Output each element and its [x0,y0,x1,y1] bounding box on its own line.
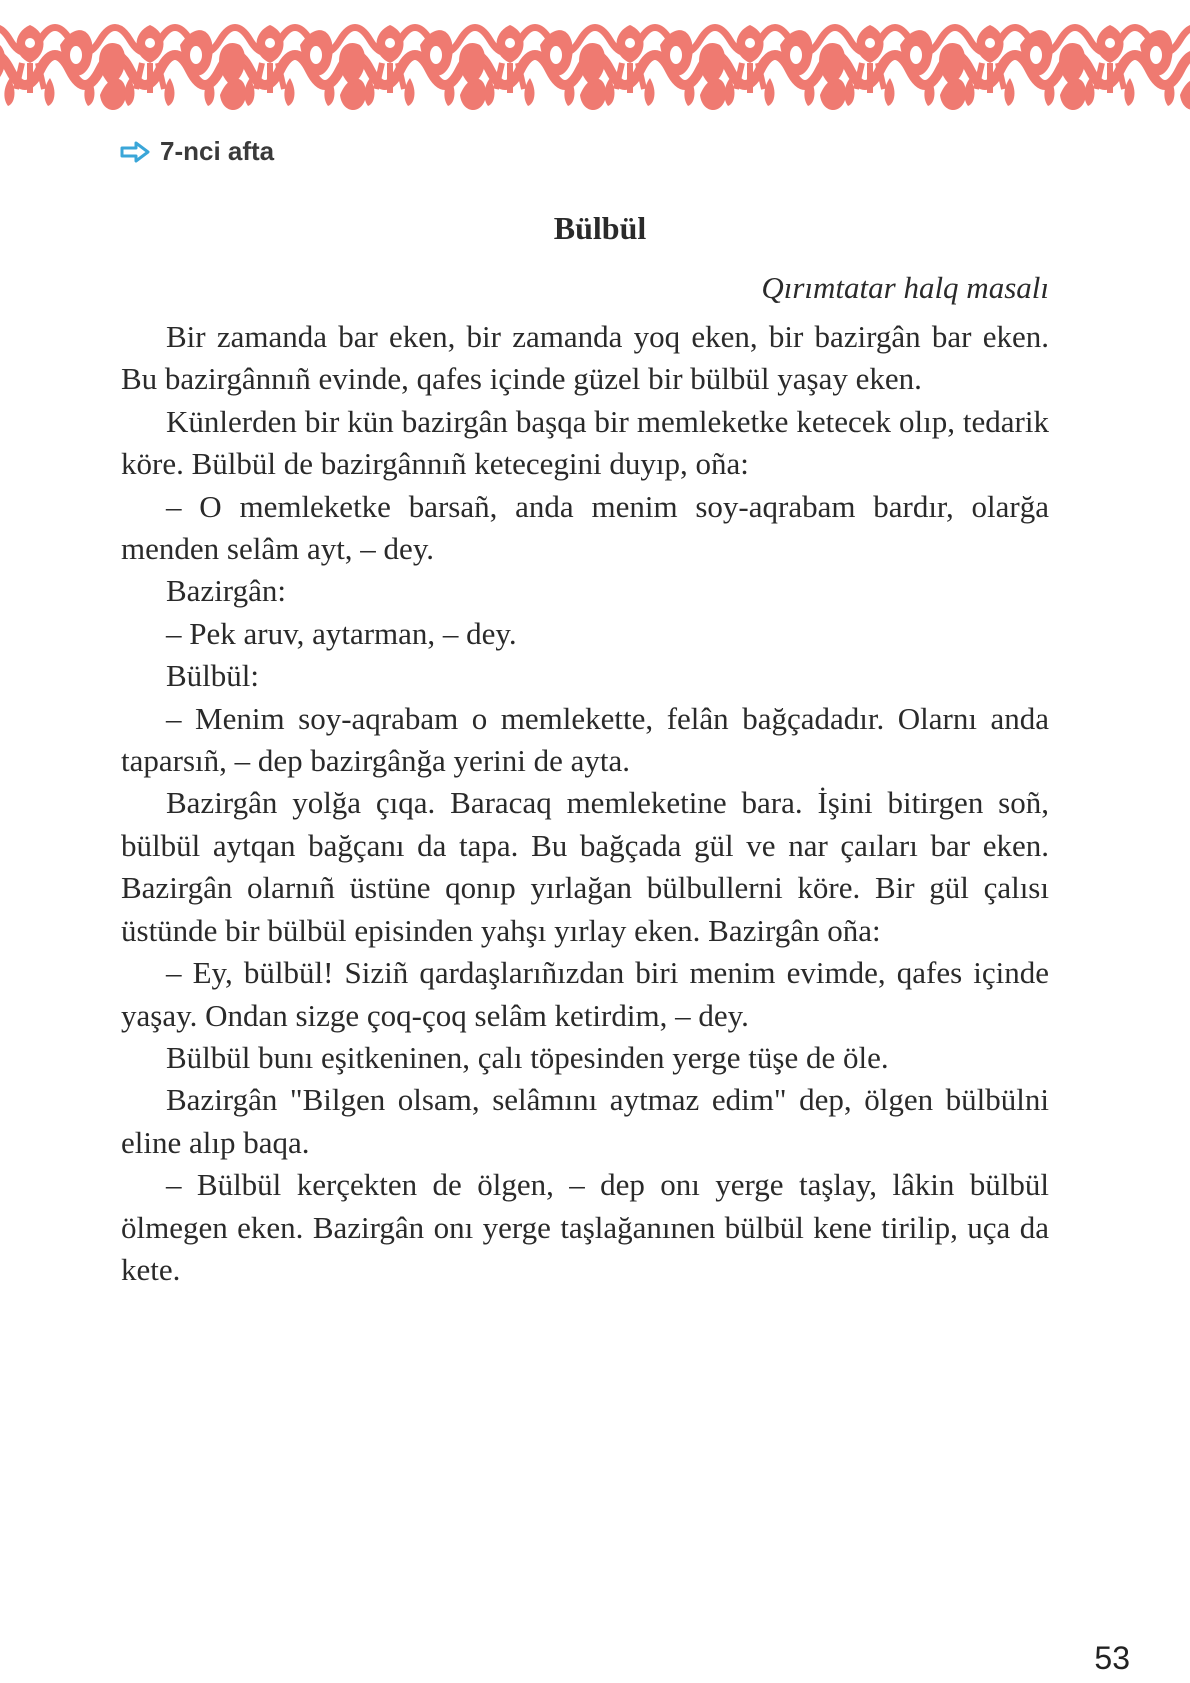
paragraph: – Menim soy-aqrabam o memlekette, felân bağçadadır. Olarnı anda taparsıñ, – dep bazirgânğa yerini de ayta. [121,700,1049,779]
floral-ornament-border [0,0,1190,112]
paragraph: – Pek aruv, aytarman, – dey. [166,615,517,651]
paragraph: Bir zamanda bar eken, bir zamanda yoq eken, bir bazirgân bar eken. Bu bazirgânnıñ evinde, qafes içinde güzel bir bülbül yaşay eken. [121,319,1049,397]
arrow-right-icon [120,141,150,163]
story-title: Bülbül [553,210,647,246]
paragraph: – Bülbül kerçekten de ölgen, – dep onı yerge taşlay, lâkin bülbül ölmegen eken. Bazirgân onı yerge taşlağanınen bülbül kene tirilip, uça da kete. [121,1167,1049,1287]
week-label: 7-nci afta [160,136,275,166]
floral-ornament-icon [0,0,1190,112]
story-subtitle: Qırımtatar halq masalı [761,270,1049,305]
page-number: 53 [1094,1640,1130,1676]
paragraph: Bülbül: [166,658,260,694]
paragraph: Bülbül bunı eşitkeninen, çalı töpesinden yerge tüşe de öle. [166,1039,889,1075]
paragraph: – Ey, bülbül! Siziñ qardaşlarıñızdan biri menim evimde, qafes içinde yaşay. Ondan sizge çoq-çoq selâm ketirdim, – dey. [121,955,1049,1033]
paragraph: Bazirgân "Bilgen olsam, selâmını aytmaz edim" dep, ölgen bülbülni eline alıp baqa. [121,1082,1049,1160]
paragraph: Bazirgân yolğa çıqa. Baracaq memleketine bara. İşini bitirgen soñ, bülbül aytqan bağçanı da tapa. Bu bağçada gül ve nar çaıları bar eken. Bazirgân olarnıñ üstüne qonıp yırlağan bülbullerni köre. Bir gül çalısı üstünde bir bülbül episinden yahşı yırlay eken. Bazirgân oña: [121,785,1049,948]
week-header [120,136,274,167]
story-body [121,316,1049,1291]
paragraph: – O memleketke barsañ, anda menim soy-aqrabam bardır, olarğa menden selâm ayt, – dey. [121,488,1049,567]
paragraph: Bazirgân: [166,573,286,609]
paragraph: Künlerden bir kün bazirgân başqa bir memleketke ketecek olıp, tedarik köre. Bülbül de bazirgânnıñ ketecegini duyıp, oña: [121,403,1049,482]
